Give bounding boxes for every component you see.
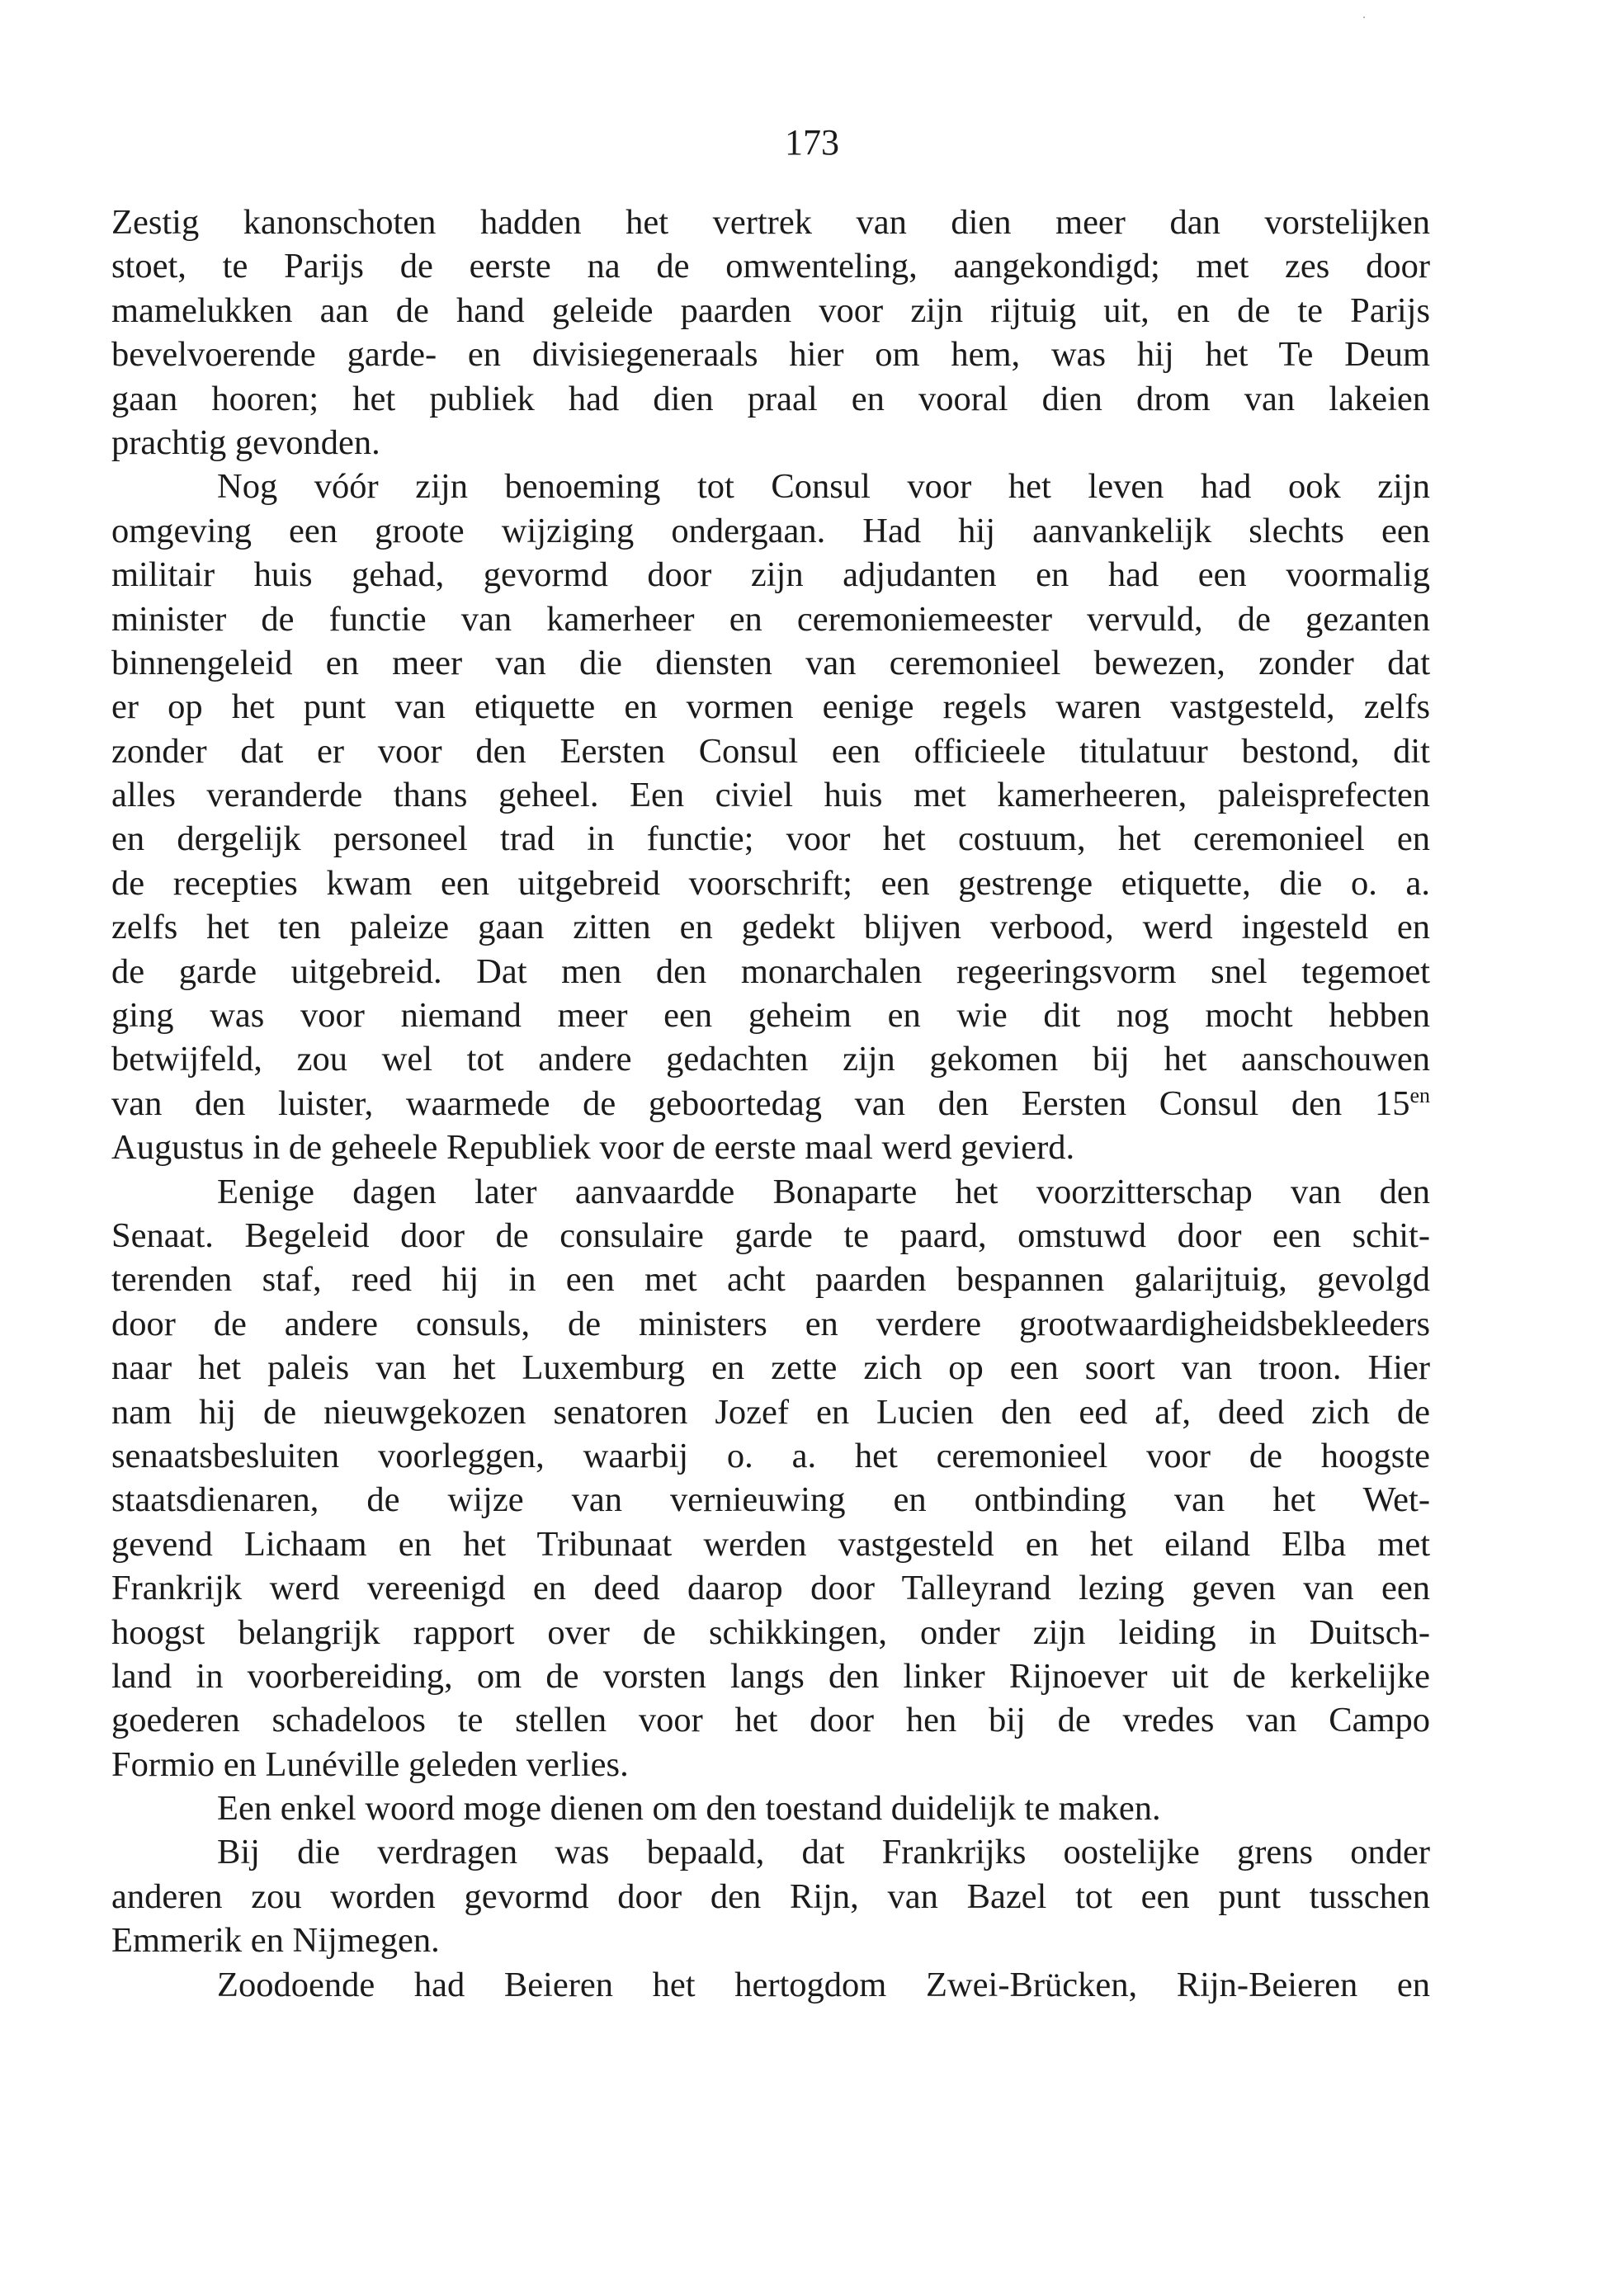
text-line: minister de functie van kamerheer en ceremoniemeester vervuld, de gezanten — [111, 599, 1430, 639]
text-line: bevelvoerende garde- en divisiegeneraals hier om hem, was hij het Te Deum — [111, 335, 1430, 375]
paragraph — [111, 1786, 1430, 1830]
text-line: de garde uitgebreid. Dat men den monarchalen regeeringsvorm snel tegemoet — [111, 951, 1430, 991]
text-line: prachtig gevonden. — [111, 422, 380, 462]
text-line: van den luister, waarmede de geboortedag van den Eersten Consul den $15^{en}$ — [111, 1083, 1430, 1123]
text-line: zelfs het ten paleize gaan zitten en gedekt blijven verbood, werd ingesteld en — [111, 908, 1430, 947]
text-line: Zestig kanonschoten hadden het vertrek van dien meer dan vorstelijken — [111, 203, 1430, 242]
text-line: door de andere consuls, de ministers en verdere grootwaardigheidsbekleeders — [111, 1304, 1430, 1343]
text-line: Eenige dagen later aanvaardde Bonaparte het voorzitterschap van den — [217, 1172, 1430, 1211]
text-line: zonder dat er voor den Eersten Consul een officieele titulatuur bestond, dit — [111, 731, 1430, 771]
text-line: stoet, te Parijs de eerste na de omwenteling, aangekondigd; met zes door — [111, 247, 1430, 286]
text-line: senaatsbesluiten voorleggen, waarbij o. a. het ceremonieel voor de hoogste — [111, 1436, 1430, 1475]
body-text — [111, 201, 1430, 2007]
text-line: Zoodoende had Beieren het hertogdom Zwei-Brücken, Rijn-Beieren en — [217, 1965, 1430, 2004]
text-line: staatsdienaren, de wijze van vernieuwing en ontbinding van het Wet- — [111, 1480, 1430, 1520]
paragraph — [111, 1963, 1430, 2007]
paragraph — [111, 465, 1430, 1169]
paragraph — [111, 201, 1430, 465]
text-line: en dergelijk personeel trad in functie; voor het costuum, het ceremonieel en — [111, 819, 1430, 859]
text-line: hoogst belangrijk rapport over de schikkingen, onder zijn leiding in Duitsch- — [111, 1612, 1430, 1652]
paragraph — [111, 1830, 1430, 1962]
text-line: de recepties kwam een uitgebreid voorschrift; een gestrenge etiquette, die o. a. — [111, 863, 1430, 903]
text-line: anderen zou worden gevormd door den Rijn, van Bazel tot een punt tusschen — [111, 1876, 1430, 1916]
text-line: ging was voor niemand meer een geheim en wie dit nog mocht hebben — [111, 996, 1430, 1036]
text-line: Nog vóór zijn benoeming tot Consul voor het leven had ook zijn — [217, 467, 1430, 507]
paragraph — [111, 1170, 1430, 1786]
text-line: Bij die verdragen was bepaald, dat Frankrijks oostelijke grens onder — [217, 1833, 1430, 1872]
text-line: mamelukken aan de hand geleide paarden voor zijn rijtuig uit, en de te Parijs — [111, 290, 1430, 330]
text-line: binnengeleid en meer van die diensten van ceremonieel bewezen, zonder dat — [111, 643, 1430, 682]
scan-speck — [1363, 17, 1365, 18]
text-line: Formio en Lunéville geleden verlies. — [111, 1744, 629, 1784]
text-line: nam hij de nieuwgekozen senatoren Jozef en Lucien den eed af, deed zich de — [111, 1392, 1430, 1432]
text-line: alles veranderde thans geheel. Een civiel huis met kamerheeren, paleisprefecten — [111, 776, 1430, 815]
text-line: naar het paleis van het Luxemburg en zette zich op een soort van troon. Hier — [111, 1348, 1430, 1388]
text-line: gevend Lichaam en het Tribunaat werden vastgesteld en het eiland Elba met — [111, 1524, 1430, 1564]
text-line: Augustus in de geheele Republiek voor de eerste maal werd gevierd. — [111, 1128, 1075, 1168]
text-line: goederen schadeloos te stellen voor het door hen bij de vredes van Campo — [111, 1701, 1430, 1740]
text-line: Senaat. Begeleid door de consulaire garde te paard, omstuwd door een schit- — [111, 1215, 1430, 1255]
text-line: land in voorbereiding, om de vorsten langs den linker Rijnoever uit de kerkelijke — [111, 1656, 1430, 1696]
text-line: er op het punt van etiquette en vormen eenige regels waren vastgesteld, zelfs — [111, 687, 1430, 727]
ordinal-superscript: en — [1409, 1083, 1430, 1107]
text-line: betwijfeld, zou wel tot andere gedachten zijn gekomen bij het aanschouwen — [111, 1040, 1430, 1079]
text-line: gaan hooren; het publiek had dien praal en vooral dien drom van lakeien — [111, 379, 1430, 418]
text-line: militair huis gehad, gevormd door zijn adjudanten en had een voormalig — [111, 555, 1430, 595]
text-line: Frankrijk werd vereenigd en deed daarop door Talleyrand lezing geven van een — [111, 1569, 1430, 1608]
text-line: Een enkel woord moge dienen om den toestand duidelijk te maken. — [217, 1789, 1161, 1829]
text-line: omgeving een groote wijziging ondergaan. Had hij aanvankelijk slechts een — [111, 511, 1430, 550]
text-line: terenden staf, reed hij in een met acht paarden bespannen galarijtuig, gevolgd — [111, 1260, 1430, 1300]
page-number: 173 — [785, 122, 839, 163]
text-line: Emmerik en Nijmegen. — [111, 1921, 440, 1961]
